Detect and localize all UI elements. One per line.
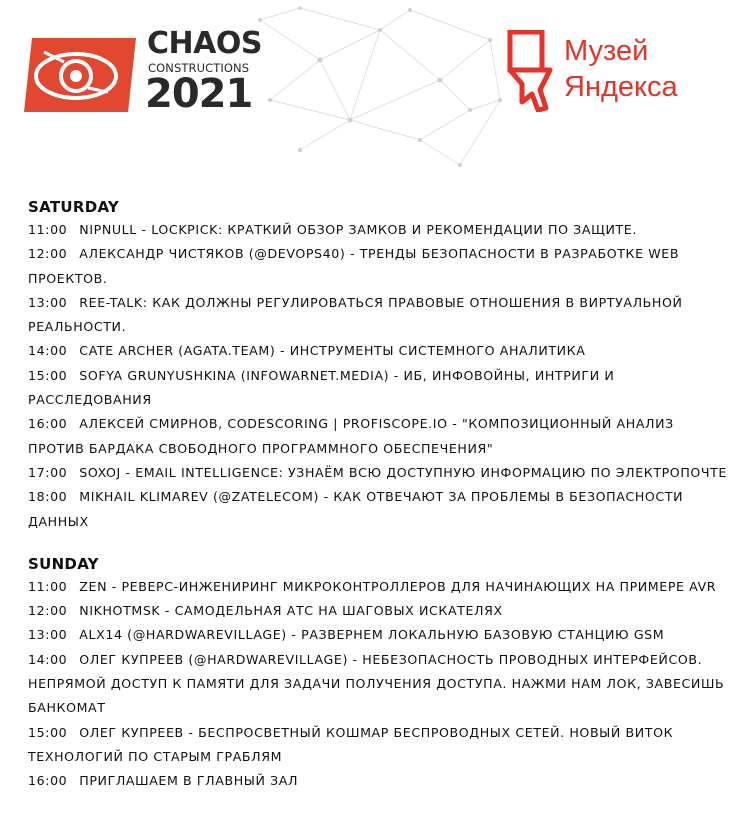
schedule <box>28 196 733 794</box>
list-item <box>28 485 733 534</box>
session-title: ALX14 (@HARDWAREVILLAGE) - РАЗВЕРНЕМ ЛОКАЛЬНУЮ БАЗОВУЮ СТАНЦИЮ GSM <box>79 627 665 643</box>
list-item <box>28 623 733 647</box>
event-title: CHAOS <box>147 26 262 61</box>
session-time: 16:00 <box>28 773 68 789</box>
partner-name-line1: Музей <box>564 35 649 67</box>
sunday-list <box>28 575 733 794</box>
list-item <box>28 364 733 413</box>
list-item <box>28 242 733 291</box>
eye-emblem-icon <box>24 32 136 112</box>
list-item <box>28 648 733 721</box>
chaos-constructions-logo <box>24 28 264 116</box>
session-time: 12:00 <box>28 246 68 262</box>
session-time: 13:00 <box>28 627 68 643</box>
session-title: АЛЕКСАНДР ЧИСТЯКОВ (@DEVOPS40) - ТРЕНДЫ БЕЗОПАСНОСТИ В РАЗРАБОТКЕ WEB ПРОЕКТОВ. <box>28 246 680 286</box>
list-item <box>28 769 733 793</box>
session-title: SOFYA GRUNYUSHKINA (INFOWARNET.MEDIA) - ИБ, ИНФОВОЙНЫ, ИНТРИГИ И РАССЛЕДОВАНИЯ <box>28 367 615 408</box>
session-time: 18:00 <box>28 489 68 505</box>
list-item <box>28 412 733 461</box>
session-time: 12:00 <box>28 603 68 619</box>
yandex-museum-cursor-icon <box>506 30 556 112</box>
session-title: NIPNULL - LOCKPICK: КРАТКИЙ ОБЗОР ЗАМКОВ И РЕКОМЕНДАЦИИ ПО ЗАЩИТЕ. <box>79 222 637 237</box>
session-time: 17:00 <box>28 464 68 480</box>
list-item <box>28 575 733 599</box>
session-time: 13:00 <box>28 294 68 310</box>
header <box>0 0 747 180</box>
session-time: 16:00 <box>28 416 68 432</box>
session-time: 14:00 <box>28 651 68 667</box>
session-title: MIKHAIL KLIMAREV (@ZATELECOM) - КАК ОТВЕЧАЮТ ЗА ПРОБЛЕМЫ В БЕЗОПАСНОСТИ ДАННЫХ <box>28 489 684 529</box>
session-title: ПРИГЛАШАЕМ В ГЛАВНЫЙ ЗАЛ <box>79 773 299 789</box>
session-title: АЛЕКСЕЙ СМИРНОВ, CODESCORING | PROFISCOPE.IO - "КОМПОЗИЦИОННЫЙ АНАЛИЗ ПРОТИВ БАРДАКА СВОБОДНОГО ПРОГРАММНОГО ОБЕСПЕЧЕНИЯ" <box>28 416 674 456</box>
yandex-museum-logo <box>506 30 706 120</box>
session-title: ОЛЕГ КУПРЕЕВ (@HARDWAREVILLAGE) - НЕБЕЗОПАСНОСТЬ ПРОВОДНЫХ ИНТЕРФЕЙСОВ. НЕПРЯМОЙ ДОСТУП К ПАМЯТИ ДЛЯ ЗАДАЧИ ПОЛУЧЕНИЯ ДОСТУПА. НАЖМИ НАМ ЛОК, ЗАВЕСИШЬ БАНКОМАТ <box>28 651 725 716</box>
session-time: 15:00 <box>28 724 68 740</box>
session-title: CATE ARCHER (AGATA.TEAM) - ИНСТРУМЕНТЫ СИСТЕМНОГО АНАЛИТИКА <box>79 343 586 359</box>
session-title: ZEN - РЕВЕРС-ИНЖЕНИРИНГ МИКРОКОНТРОЛЛЕРОВ ДЛЯ НАЧИНАЮЩИХ НА ПРИМЕРЕ AVR <box>79 578 717 594</box>
session-title: REE-TALK: КАК ДОЛЖНЫ РЕГУЛИРОВАТЬСЯ ПРАВОВЫЕ ОТНОШЕНИЯ В ВИРТУАЛЬНОЙ РЕАЛЬНОСТИ. <box>28 294 683 335</box>
session-time: 11:00 <box>28 578 68 594</box>
session-time: 14:00 <box>28 343 68 359</box>
day-title-saturday: SATURDAY <box>28 198 120 216</box>
list-item <box>28 218 733 242</box>
session-time: 11:00 <box>28 222 68 237</box>
session-title: SOXOJ - EMAIL INTELLIGENCE: УЗНАЁМ ВСЮ ДОСТУПНУЮ ИНФОРМАЦИЮ ПО ЭЛЕКТРОПОЧТЕ <box>79 464 727 480</box>
saturday-list <box>28 218 733 534</box>
session-title: ОЛЕГ КУПРЕЕВ - БЕСПРОСВЕТНЫЙ КОШМАР БЕСПРОВОДНЫХ СЕТЕЙ. НОВЫЙ ВИТОК ТЕХНОЛОГИЙ ПО СТАРЫМ ГРАБЛЯМ <box>28 724 674 764</box>
list-item <box>28 461 733 485</box>
list-item <box>28 339 733 363</box>
event-subtitle: CONSTRUCTIONS <box>148 61 250 75</box>
list-item <box>28 291 733 340</box>
list-item <box>28 721 733 770</box>
session-time: 15:00 <box>28 367 68 383</box>
partner-name-line2: Яндекса <box>564 71 678 103</box>
list-item <box>28 599 733 623</box>
day-title-sunday: SUNDAY <box>28 554 99 573</box>
event-year: 2021 <box>145 71 253 117</box>
session-title: NIKHOTMSK - САМОДЕЛЬНАЯ АТС НА ШАГОВЫХ ИСКАТЕЛЯХ <box>79 603 503 619</box>
